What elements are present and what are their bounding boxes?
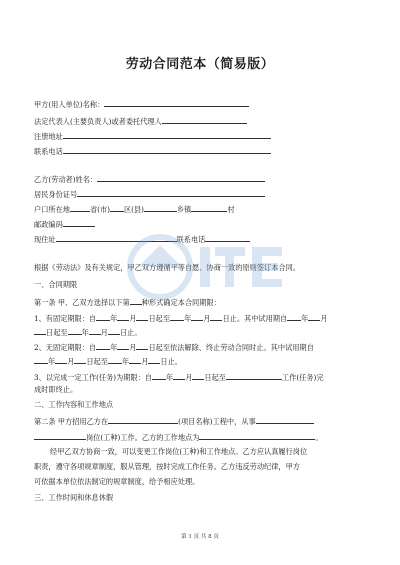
blank xyxy=(108,355,122,364)
blank xyxy=(173,371,185,380)
month-label: 月 xyxy=(129,314,137,323)
section-2-heading: 二、工作内容和工作地点 xyxy=(34,400,114,409)
article-2-text-a: 第二条 甲方招用乙方在 xyxy=(34,417,109,426)
task-term-text: 3、以完成一定工作(任务)为期限：自 xyxy=(34,373,152,382)
blank xyxy=(34,355,48,364)
task-complete-text: 工作(任务)完 xyxy=(281,373,324,382)
year-label: 年 xyxy=(110,314,118,323)
trial-text: 日止。其中试用期自 xyxy=(222,314,288,323)
township-blank xyxy=(144,203,177,212)
blank xyxy=(287,312,301,321)
party-b-id-label: 居民身份证号 xyxy=(34,190,78,199)
blank xyxy=(148,355,160,364)
page-footer: 第 1 页 共 8 页 xyxy=(181,534,219,540)
blank xyxy=(117,312,129,321)
party-a-rep-blank xyxy=(162,115,247,124)
open-term-row-2 xyxy=(34,355,182,367)
task-term-row-1 xyxy=(34,371,324,383)
party-b-addr-blank xyxy=(56,233,177,242)
blank xyxy=(129,355,141,364)
party-b-id-blank xyxy=(77,188,265,197)
year-label: 年 xyxy=(301,314,309,323)
province-blank xyxy=(70,203,90,212)
party-b-post-blank xyxy=(63,218,95,227)
location-blank xyxy=(199,431,315,440)
fixed-term-row-1 xyxy=(34,312,328,324)
blank xyxy=(55,355,67,364)
article-2-row-3: 经甲乙双方协商一致，可以变更工作岗位(工种)和工作地点。乙方应认真履行岗位 xyxy=(50,447,308,456)
day-label: 日起至 xyxy=(148,314,171,323)
article-2-row-2 xyxy=(34,431,323,443)
party-a-address-blank xyxy=(63,130,271,139)
party-a-address-row xyxy=(34,130,271,142)
section-1-heading: 一、合同期限 xyxy=(34,280,78,289)
article-2-text-d: 。 xyxy=(315,433,323,442)
blank xyxy=(34,326,46,335)
article-2-row-5: 可依据本单位依法制定的规章制度，给予相应处理。 xyxy=(34,477,200,486)
blank xyxy=(136,341,148,350)
article-1-row xyxy=(34,296,221,308)
section-3-heading: 三、工作时间和休息休假 xyxy=(34,493,114,502)
district-label: 区(县) xyxy=(123,205,144,214)
party-b-id-row xyxy=(34,188,265,200)
party-b-post-label: 邮政编码 xyxy=(34,220,63,229)
year-label: 年 xyxy=(121,357,130,366)
fixed-term-text: 1、有固定期限：自 xyxy=(34,314,97,323)
year-label: 年 xyxy=(81,328,89,337)
blank xyxy=(136,312,148,321)
party-b-addr-row xyxy=(34,233,250,245)
article-1-text-b: 种形式确定本合同期限： xyxy=(141,298,221,307)
year-label: 年 xyxy=(184,314,192,323)
party-a-name-blank xyxy=(104,98,249,107)
document-title: 劳动合同范本（简易版） xyxy=(125,57,275,72)
blank xyxy=(152,371,166,380)
article-1-text-a: 第一条 甲、乙双方选择以下第 xyxy=(34,298,130,307)
party-a-phone-label: 联系电话 xyxy=(34,147,63,156)
job-blank-2 xyxy=(34,431,86,440)
year-label: 年 xyxy=(110,343,118,352)
blank xyxy=(170,312,184,321)
village-blank xyxy=(191,203,227,212)
article-2-row-1 xyxy=(34,415,314,427)
day-label: 日起至 xyxy=(46,328,68,337)
job-blank xyxy=(256,415,314,424)
party-a-name-label: 甲方(用人单位)名称： xyxy=(34,100,105,109)
month-label: 月 xyxy=(203,314,211,323)
blank xyxy=(191,312,203,321)
party-b-name-label: 乙方(劳动者)姓名： xyxy=(34,175,98,184)
month-label: 月 xyxy=(67,357,75,366)
article-1-blank xyxy=(130,296,142,305)
blank xyxy=(117,341,129,350)
month-label: 月 xyxy=(100,328,108,337)
article-2-text-c: 岗位(工种)工作。乙方的工作地点为 xyxy=(86,433,200,442)
party-b-name-row xyxy=(34,173,265,185)
township-label: 乡镇 xyxy=(176,205,192,214)
day-label: 日起至 xyxy=(86,357,108,366)
month-label: 月 xyxy=(185,373,193,382)
blank xyxy=(96,341,110,350)
party-b-addr-label: 现住址 xyxy=(34,235,56,244)
blank xyxy=(74,355,86,364)
project-blank xyxy=(108,415,178,424)
party-a-name-row xyxy=(34,98,249,110)
party-a-phone-blank xyxy=(63,145,271,154)
blank xyxy=(192,371,204,380)
blank xyxy=(210,312,222,321)
month-label: 月 xyxy=(320,314,328,323)
task-blank xyxy=(226,371,282,380)
party-b-name-blank xyxy=(97,173,265,182)
blank xyxy=(68,326,82,335)
day-end-label: 日止。 xyxy=(119,328,142,337)
village-label: 村 xyxy=(227,205,235,214)
month-label: 月 xyxy=(129,343,137,352)
party-a-phone-row xyxy=(34,145,271,157)
hukou-label: 户口所在地 xyxy=(34,205,70,214)
fixed-term-row-2 xyxy=(34,326,142,338)
party-b-post-row xyxy=(34,218,95,230)
party-a-address-label: 注册地址 xyxy=(34,132,63,141)
blank xyxy=(89,326,101,335)
open-term-trial-text: 日起至依法解除、终止劳动合同时止。其中试用期自 xyxy=(148,343,314,352)
task-term-row-2: 成时即终止。 xyxy=(34,385,78,394)
party-b-phone-blank xyxy=(205,233,250,242)
article-2-text-b: (项目名称)工程中，从事 xyxy=(178,417,256,426)
day-label: 日起至 xyxy=(204,373,226,382)
blank xyxy=(308,312,320,321)
article-2-row-4: 职责，遵守各项规章制度，服从管理，按时完成工作任务。乙方违反劳动纪律，甲方 xyxy=(34,462,300,471)
party-a-rep-label: 法定代表人(主要负责人)或者委托代理人 xyxy=(34,117,162,126)
party-b-hukou-row xyxy=(34,203,235,215)
day-end-label: 日止。 xyxy=(160,357,182,366)
blank xyxy=(96,312,110,321)
province-label: 省(市) xyxy=(89,205,110,214)
year-label: 年 xyxy=(166,373,174,382)
district-blank xyxy=(110,203,124,212)
party-a-rep-row xyxy=(34,115,247,127)
blank xyxy=(108,326,120,335)
open-term-text: 2、无固定期限：自 xyxy=(34,343,97,352)
intro-paragraph: 根据《劳动法》及有关规定，甲乙双方遵循平等自愿、协商一致的原则签订本合同。 xyxy=(34,263,300,272)
party-b-phone-label: 联系电话 xyxy=(176,235,206,244)
year-label: 年 xyxy=(48,357,56,366)
month-label: 月 xyxy=(141,357,149,366)
open-term-row-1 xyxy=(34,341,314,353)
